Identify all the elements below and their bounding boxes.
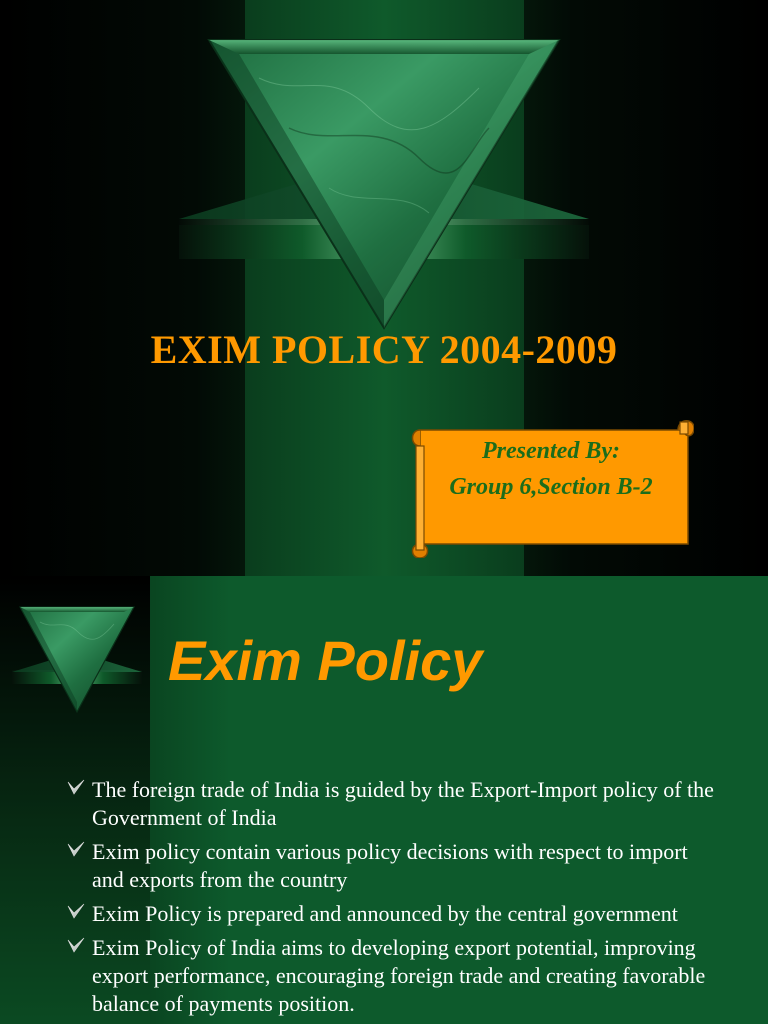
list-item <box>62 776 722 832</box>
list-item <box>62 900 722 928</box>
checkmark-bullet-icon <box>66 936 86 956</box>
green-marble-triangle-icon <box>179 38 589 330</box>
presented-by-label: Presented By: <box>482 438 620 464</box>
list-item <box>62 934 722 1018</box>
bullet-text: The foreign trade of India is guided by the Export-Import policy of the Government of India <box>92 777 714 830</box>
bullet-text: Exim Policy of India aims to developing export potential, improving export performance, encouraging foreign trade and creating favorable balance of payments position. <box>92 935 706 1016</box>
bullet-list <box>62 776 722 1024</box>
bullet-text: Exim policy contain various policy decisions with respect to import and exports from the country <box>92 839 688 892</box>
checkmark-bullet-icon <box>66 778 86 798</box>
list-item <box>62 838 722 894</box>
bullet-text: Exim Policy is prepared and announced by the central government <box>92 901 678 926</box>
green-marble-triangle-icon <box>12 606 142 714</box>
checkmark-bullet-icon <box>66 840 86 860</box>
presenter-scroll-banner <box>408 416 694 558</box>
content-slide <box>0 576 768 1024</box>
slide-heading: Exim Policy <box>168 629 483 692</box>
group-label: Group 6,Section B-2 <box>449 474 653 500</box>
slide-title: EXIM POLICY 2004-2009 <box>150 327 618 372</box>
checkmark-bullet-icon <box>66 902 86 922</box>
